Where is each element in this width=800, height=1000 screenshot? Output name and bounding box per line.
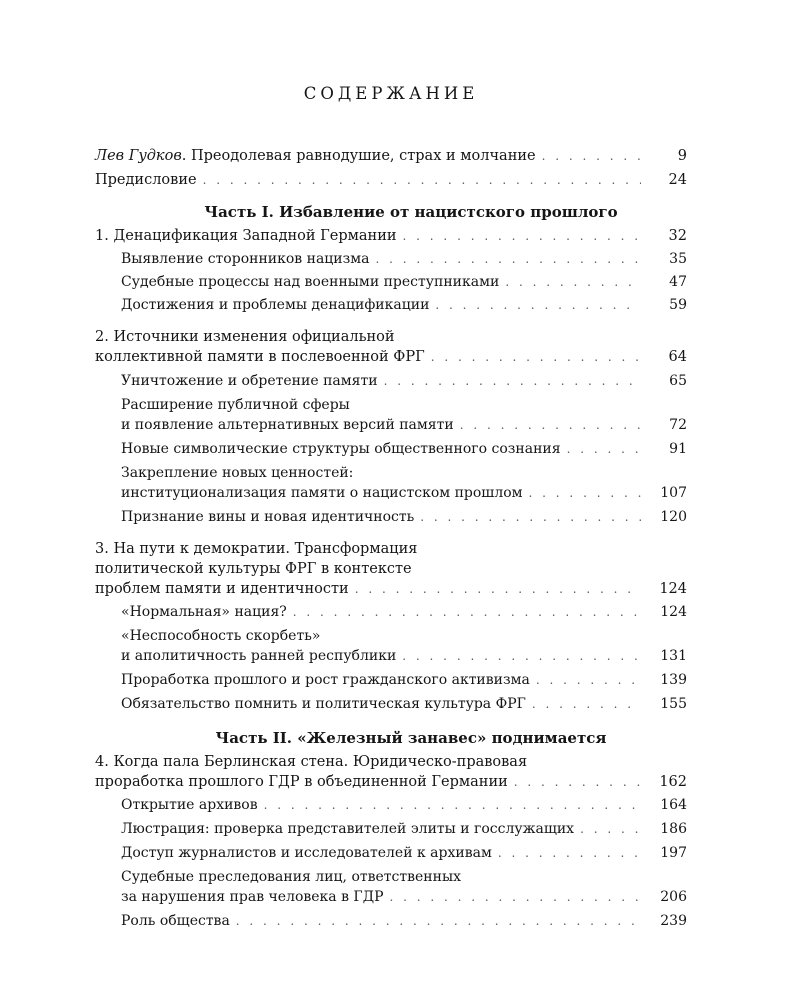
entry-title-line: проработка прошлого ГДР в объединенной Германии [95, 774, 508, 790]
page-number: 9 [677, 148, 687, 164]
entry-title-line: коллективной памяти в послевоенной ФРГ [95, 349, 425, 365]
entry-author: Лев Гудков [95, 148, 182, 164]
entry-title-line: Судебные преследования лиц, ответственных [121, 869, 461, 885]
toc-subentry[interactable] [121, 463, 687, 503]
page-number: 162 [659, 774, 687, 790]
entry-title-line: Выявление сторонников нацизма [121, 251, 370, 267]
part-heading: Часть I. Избавление от нацистского прошлого [204, 203, 618, 221]
entry-title-line: политической культуры ФРГ в контексте [95, 561, 412, 577]
part-heading: Часть II. «Железный занавес» поднимается [215, 729, 607, 747]
entry-title-line: Роль общества [121, 913, 230, 929]
page-number: 124 [660, 604, 687, 620]
toc-entry[interactable] [95, 752, 687, 792]
dot-leader [420, 507, 641, 527]
page-number: 72 [669, 417, 687, 433]
dot-leader [529, 483, 641, 503]
dot-leader [532, 694, 641, 714]
dot-leader [514, 772, 641, 792]
dot-leader [435, 295, 641, 315]
entry-title-line: Предисловие [95, 172, 197, 188]
page-number: 107 [660, 485, 687, 501]
page-number: 59 [669, 297, 687, 313]
toc-subentry[interactable] [121, 911, 687, 931]
page-number: 65 [669, 373, 687, 389]
page-number: 35 [669, 251, 687, 267]
entry-title-line: Новые символические структуры общественного сознания [121, 441, 561, 457]
entry-title-line: Лев Гудков. Преодолевая равнодушие, страх и молчание [95, 148, 536, 164]
entry-title-line: 3. На пути к демократии. Трансформация [95, 541, 418, 557]
entry-title-line: за нарушения прав человека в ГДР [121, 889, 384, 905]
entry-title-line: Люстрация: проверка представителей элиты и госслужащих [121, 821, 575, 837]
page-number: 164 [660, 797, 687, 813]
entry-title-line: Проработка прошлого и рост гражданского активизма [121, 672, 530, 688]
entry-title-line: 2. Источники изменения официальной [95, 329, 395, 345]
page-number: 91 [669, 441, 687, 457]
toc-subentry[interactable] [121, 843, 687, 863]
dot-leader [264, 795, 641, 815]
dot-leader [505, 272, 641, 292]
entry-title-line: Судебные процессы над военными преступниками [121, 274, 500, 290]
dot-leader [390, 887, 641, 907]
toc-subentry[interactable] [121, 819, 687, 839]
toc-subentry[interactable] [121, 867, 687, 907]
dot-leader [403, 226, 641, 246]
entry-title-line: Закрепление новых ценностей: [121, 465, 354, 481]
toc-entry[interactable] [95, 146, 687, 166]
entry-title-line: институционализация памяти о нацистском прошлом [121, 485, 523, 501]
book-page [95, 0, 687, 1000]
page-number: 124 [659, 581, 687, 597]
dot-leader [384, 371, 641, 391]
page-number: 47 [669, 274, 687, 290]
toc-subentry[interactable] [121, 395, 687, 435]
page-title: СОДЕРЖАНИЕ [303, 84, 479, 103]
toc-subentry[interactable] [121, 295, 687, 315]
entry-title-line: Достижения и проблемы денацификации [121, 297, 430, 313]
page-number: 24 [668, 172, 687, 188]
dot-leader [293, 602, 641, 622]
entry-title-line: Открытие архивов [121, 797, 258, 813]
dot-leader [376, 249, 641, 269]
toc-entry[interactable] [95, 226, 687, 246]
toc-entry[interactable] [95, 170, 687, 190]
toc-subentry[interactable] [121, 602, 687, 622]
entry-title-line: Доступ журналистов и исследователей к архивам [121, 845, 492, 861]
page-number: 197 [660, 845, 687, 861]
page-number: 139 [660, 672, 687, 688]
page-number: 239 [660, 913, 687, 929]
entry-title-line: «Нормальная» нация? [121, 604, 287, 620]
dot-leader [536, 670, 641, 690]
entry-title-line: проблем памяти и идентичности [95, 581, 349, 597]
page-number: 32 [668, 228, 687, 244]
page-number: 131 [660, 648, 687, 664]
dot-leader [580, 819, 641, 839]
toc-entry[interactable] [95, 539, 687, 599]
dot-leader [542, 146, 641, 166]
entry-title-line: и появление альтернативных версий памяти [121, 417, 454, 433]
entry-title-line: Признание вины и новая идентичность [121, 509, 415, 525]
entry-title-line: Обязательство помнить и политическая культура ФРГ [121, 696, 526, 712]
toc-subentry[interactable] [121, 249, 687, 269]
toc-subentry[interactable] [121, 626, 687, 666]
dot-leader [236, 911, 641, 931]
entry-title-line: и аполитичность ранней республики [121, 648, 397, 664]
dot-leader [567, 439, 641, 459]
toc-subentry[interactable] [121, 507, 687, 527]
entry-title-line: 4. Когда пала Берлинская стена. Юридическо-правовая [95, 754, 528, 770]
dot-leader [460, 415, 641, 435]
entry-title-line: «Неспособность скорбеть» [121, 628, 321, 644]
toc-subentry[interactable] [121, 439, 687, 459]
page-number: 155 [660, 696, 687, 712]
entry-title-line: Уничтожение и обретение памяти [121, 373, 378, 389]
toc-subentry[interactable] [121, 371, 687, 391]
toc-subentry[interactable] [121, 670, 687, 690]
dot-leader [431, 347, 641, 367]
toc-subentry[interactable] [121, 272, 687, 292]
entry-title-line: Расширение публичной сферы [121, 397, 350, 413]
toc-subentry[interactable] [121, 694, 687, 714]
entry-title-line: 1. Денацификация Западной Германии [95, 228, 397, 244]
table-of-contents [95, 146, 687, 931]
toc-entry[interactable] [95, 327, 687, 367]
page-number: 120 [660, 509, 687, 525]
page-number: 64 [668, 349, 687, 365]
page-number: 206 [660, 889, 687, 905]
dot-leader [203, 170, 641, 190]
page-number: 186 [660, 821, 687, 837]
toc-subentry[interactable] [121, 795, 687, 815]
dot-leader [355, 579, 641, 599]
dot-leader [498, 843, 641, 863]
dot-leader [402, 646, 641, 666]
